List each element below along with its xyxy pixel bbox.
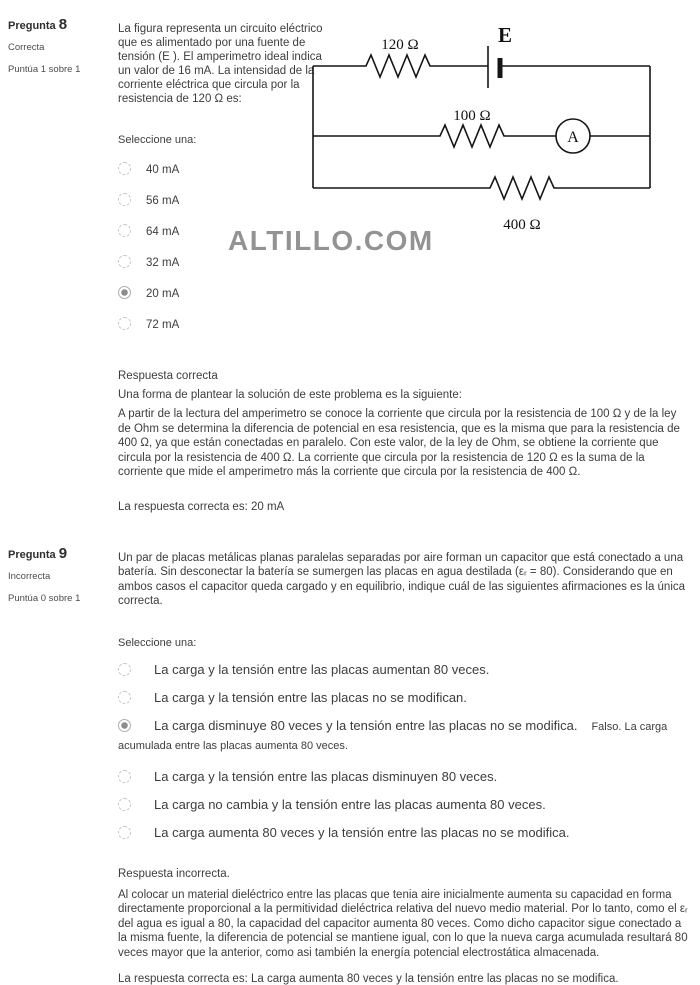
radio-unselected-icon[interactable] [118,770,131,783]
option-label: La carga y la tensión entre las placas aumentan 80 veces. [154,662,489,677]
question-text: Un par de placas metálicas planas paralelas separadas por aire forman un capacitor que está conectado a una batería. Sin desconectar la batería se sumergen las placas en agua destilada (εᵣ = 80). Considerando que en ambos casos el capacitor queda cargado y en equilibrio, indique cuál de las siguientes afirmaciones es la única correcta. [118,551,690,609]
feedback-title: Respuesta correcta [118,370,690,382]
option-label: La carga disminuye 80 veces y la tensión entre las placas no se modifica. [154,718,577,733]
radio-unselected-icon[interactable] [118,798,131,811]
answer-option[interactable] [118,824,690,841]
option-feedback: Falso. La carga acumulada entre las placas aumenta 80 veces. [118,721,667,752]
option-label: 32 mA [146,257,179,269]
feedback-block [118,370,690,513]
feedback-title: Respuesta incorrecta. [118,868,690,880]
ammeter-label: A [567,129,579,146]
radio-unselected-icon[interactable] [118,691,131,704]
feedback-block [118,868,690,985]
radio-unselected-icon[interactable] [118,255,131,268]
select-prompt: Seleccione una: [118,637,690,649]
resistor-120-branch [313,55,488,77]
question-index: 9 [59,545,67,562]
status-badge: Correcta [8,42,108,53]
answer-option[interactable] [118,661,690,678]
question-8-info [8,16,108,75]
radio-selected-icon[interactable] [118,719,131,732]
option-label: 40 mA [146,164,179,176]
altillo-watermark: ALTILLO.COM [228,225,434,257]
answer-option[interactable] [118,315,690,333]
feedback-intro: Una forma de plantear la solución de este problema es la siguiente: [118,389,690,401]
question-number [8,16,108,33]
question-word: Pregunta [8,549,56,561]
feedback-body: Al colocar un material dieléctrico entre las placas que tenia aire inicialmente aumenta su capacidad en forma directamente proporcional a la permitividad dieléctrica relativa del nuevo medio material. Por lo tanto, como el εᵣ del agua es igual a 80, la capacidad del capacitor aumenta 80 veces. Como dicho capacitor sigue conectado a la misma fuente, la diferencia de potencial se mantiene igual, con lo que la nueva carga acumulada resultará 80 veces mayor que la anterior, como asi también la energía potencial electrostática almacenada. [118,888,690,961]
select-prompt: Seleccione una: [118,134,690,146]
radio-unselected-icon[interactable] [118,663,131,676]
question-9 [0,529,700,985]
answer-option[interactable] [118,689,690,706]
option-label: La carga no cambia y la tensión entre las placas aumenta 80 veces. [154,797,546,812]
option-label: 20 mA [146,288,179,300]
answer-option[interactable] [118,284,690,302]
feedback-body: A partir de la lectura del amperimetro se conoce la corriente que circula por la resistencia de 100 Ω y de la ley de Ohm se determina la diferencia de potencial en esa resistencia, que es la misma que para la resistencia de 400 Ω, ya que están conectadas en paralelo. Con este valor, de la ley de Ohm, se obtiene la corriente que circula por la resistencia de 400 Ω. La corriente que circula por la resistencia de 120 Ω es la suma de la corriente que mide el amperimetro más la corriente que circula por la resistencia de 400 Ω. [118,407,690,480]
resistor-120-label: 120 Ω [381,37,418,53]
option-label: 64 mA [146,226,179,238]
option-label: La carga y la tensión entre las placas disminuyen 80 veces. [154,769,497,784]
option-label: 72 mA [146,319,179,331]
points-label: Puntúa 0 sobre 1 [8,593,108,604]
radio-unselected-icon[interactable] [118,193,131,206]
resistor-400-label: 400 Ω [503,217,540,233]
resistor-100-branch [313,125,556,147]
radio-selected-icon[interactable] [118,286,131,299]
question-number [8,545,108,562]
question-index: 8 [59,16,67,33]
source-label: E [498,23,512,47]
answer-option[interactable] [118,717,690,755]
radio-unselected-icon[interactable] [118,224,131,237]
option-label: La carga aumenta 80 veces y la tensión entre las placas no se modifica. [154,825,570,840]
answer-options [118,661,690,841]
radio-unselected-icon[interactable] [118,162,131,175]
correct-answer-line: La respuesta correcta es: La carga aumenta 80 veces y la tensión entre las placas no se modifica. [118,973,690,985]
resistor-400-branch [313,177,650,199]
points-label: Puntúa 1 sobre 1 [8,64,108,75]
question-9-info [8,545,108,604]
status-badge: Incorrecta [8,571,108,582]
radio-unselected-icon[interactable] [118,826,131,839]
option-label: 56 mA [146,195,179,207]
question-word: Pregunta [8,20,56,32]
circuit-diagram [300,8,665,243]
question-text: La figura representa un circuito eléctrico que es alimentado por una fuente de tensión (E ). El amperimetro ideal indica un valor de 16 mA. La intensidad de la corriente eléctrica que circula por la resistencia de 120 Ω es: [118,22,330,106]
resistor-100-label: 100 Ω [453,108,490,124]
answer-option[interactable] [118,768,690,785]
radio-unselected-icon[interactable] [118,317,131,330]
correct-answer-line: La respuesta correcta es: 20 mA [118,501,690,513]
option-label: La carga y la tensión entre las placas no se modifican. [154,690,467,705]
answer-option[interactable] [118,796,690,813]
